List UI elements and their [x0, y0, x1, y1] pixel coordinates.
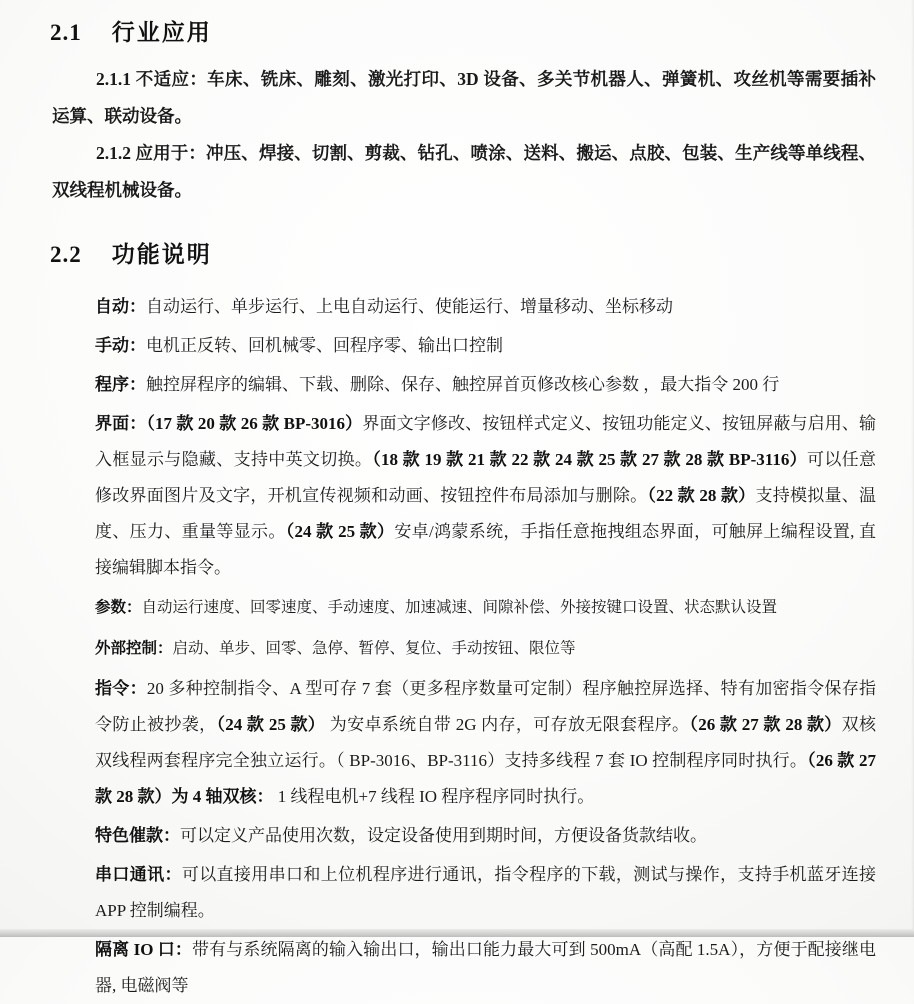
feature-item-external-control [95, 630, 876, 668]
text-run: 可以直接用串口和上位机程序进行通讯，指令程序的下载，测试与操作，支持手机蓝牙连接 APP 控制编程。 [95, 865, 877, 920]
section-2-2-title: 功能说明 [111, 241, 212, 267]
text-run: 安卓/鸿蒙系统，手指任意拖拽组态界面，可触屏上编程设置, 直接编辑脚本指令。 [95, 522, 877, 577]
feature-item-parameters [95, 589, 876, 627]
text-run: 电机正反转、回机械零、回程序零、输出口控制 [146, 336, 503, 355]
section-2-2-heading [50, 236, 876, 269]
text-run: 支持模拟量、温度、压力、重量等显示。 [95, 486, 877, 541]
bold-run: 隔离 IO 口： [95, 940, 193, 959]
bold-run: （26 款 27 款 28 款）为 4 轴双核： [95, 751, 876, 806]
text-run: 界面文字修改、按钮样式定义、按钮功能定义、按钮屏蔽与启用、输入框显示与隐藏、支持中英文切换。 [95, 414, 877, 469]
paragraph-applications: 2.1.2 应用于：冲压、焊接、切割、剪裁、钻孔、喷涂、送料、搬运、点胶、包装、生产线等单线程、双线程机械设备。 [52, 143, 876, 200]
feature-item-manual [95, 328, 876, 364]
text-run: 触控屏程序的编辑、下载、删除、保存、触控屏首页修改核心参数 ，最大指令 200 行 [146, 375, 780, 394]
section-2-1-number: 2.1 [50, 20, 82, 45]
section-2-2-body [95, 289, 876, 1004]
bold-run: 参数： [95, 599, 142, 616]
feature-item-isolated-io [95, 932, 876, 1004]
text-run: 为安卓系统自带 2G 内存，可存放无限套程序。 [325, 715, 690, 734]
bold-run: 外部控制： [95, 640, 173, 657]
bold-run: 串口通讯： [95, 865, 182, 884]
bold-run: （17 款 20 款 26 款 BP-3016） [146, 414, 363, 433]
bold-run: 程序： [95, 375, 146, 394]
bold-run: 特色催款： [95, 826, 180, 845]
bold-run: 手动： [95, 336, 146, 355]
text-run: 带有与系统隔离的输入输出口，输出口能力最大可到 500mA（高配 1.5A），方便于配接继电器, 电磁阀等 [95, 940, 876, 995]
text-run: 自动运行速度、回零速度、手动速度、加速减速、间隙补偿、外接按键口设置、状态默认设置 [141, 599, 778, 616]
bold-run: 界面： [95, 414, 147, 433]
bold-run: 指令： [95, 679, 147, 698]
text-run: 自动运行、单步运行、上电自动运行、使能运行、增量移动、坐标移动 [146, 297, 673, 316]
paragraph-not-suitable: 2.1.1 不适应：车床、铣床、雕刻、激光打印、3D 设备、多关节机器人、弹簧机、攻丝机等需要插补运算、联动设备。 [52, 69, 876, 126]
text-run: 启动、单步、回零、急停、暂停、复位、手动按钮、限位等 [172, 640, 576, 657]
text-run: 1 线程电机+7 线程 IO 程序程序同时执行。 [273, 787, 595, 806]
section-2-2-number: 2.2 [50, 242, 82, 267]
text-run: 双核双线程两套程序完全独立运行。（ BP-3016、BP-3116）支持多线程 7 套 IO 控制程序同时执行。 [95, 715, 877, 770]
bold-run: （24 款 25 款） [285, 522, 395, 541]
feature-item-payment-control [95, 818, 876, 854]
feature-item-serial-comm [95, 857, 876, 929]
text-run: 可以任意修改界面图片及文字，开机宣传视频和动画、按钮控件布局添加与删除。 [95, 450, 876, 505]
bold-run: （22 款 28 款） [647, 486, 756, 505]
section-2-1-body [52, 61, 876, 209]
bold-run: （18 款 19 款 21 款 22 款 24 款 25 款 27 款 28 款 BP-3116） [372, 450, 808, 469]
text-run: 20 多种控制指令、A 型可存 7 套（更多程序数量可定制）程序触控屏选择、特有加密指令保存指令防止被抄袭， [95, 679, 877, 734]
section-2-1-heading [50, 14, 876, 47]
feature-item-interface [95, 406, 876, 586]
feature-item-auto [95, 289, 876, 325]
feature-item-commands [95, 671, 876, 815]
photo-edge-shadow-bottom [0, 929, 914, 937]
section-2-1-title: 行业应用 [111, 19, 212, 45]
bold-run: （26 款 27 款 28 款） [689, 715, 842, 734]
feature-item-program [95, 367, 876, 403]
bold-run: 自动： [95, 297, 146, 316]
text-run: 可以定义产品使用次数，设定设备使用到期时间，方便设备货款结收。 [180, 826, 707, 845]
bold-run: （24 款 25 款） [216, 715, 326, 734]
